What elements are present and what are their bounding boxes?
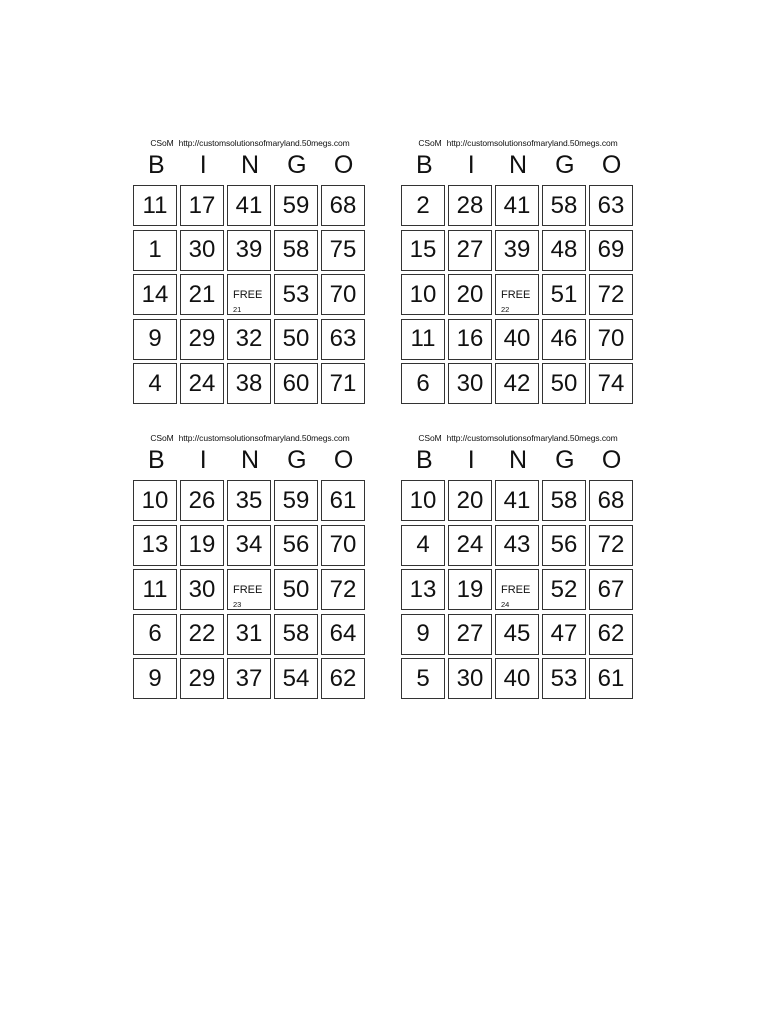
number-cell: 45	[495, 614, 539, 655]
number-cell: 69	[589, 230, 633, 271]
number-cell: 30	[448, 363, 492, 404]
number-cell: 14	[133, 274, 177, 315]
bingo-grid	[133, 185, 367, 404]
bingo-letter: G	[555, 446, 575, 474]
number-cell: 10	[401, 274, 445, 315]
number-cell: 27	[448, 230, 492, 271]
bingo-card	[133, 433, 367, 699]
bingo-header	[401, 150, 635, 180]
number-cell: 2	[401, 185, 445, 226]
number-cell: 29	[180, 319, 224, 360]
bingo-letter: N	[240, 446, 260, 474]
free-label: FREE	[233, 584, 263, 596]
number-cell: 48	[542, 230, 586, 271]
card-number: 24	[501, 600, 510, 609]
number-cell: 42	[495, 363, 539, 404]
number-cell: 6	[133, 614, 177, 655]
number-cell: 29	[180, 658, 224, 699]
free-label: FREE	[501, 289, 531, 301]
number-cell: 58	[274, 230, 318, 271]
number-cell: 9	[133, 319, 177, 360]
number-cell: 50	[274, 569, 318, 610]
number-cell: 30	[448, 658, 492, 699]
number-cell: 71	[321, 363, 365, 404]
number-cell: 72	[321, 569, 365, 610]
number-cell: 46	[542, 319, 586, 360]
number-cell: 53	[542, 658, 586, 699]
bingo-letter: I	[199, 446, 207, 474]
number-cell: 24	[180, 363, 224, 404]
number-cell: 53	[274, 274, 318, 315]
number-cell: 40	[495, 658, 539, 699]
number-cell: 16	[448, 319, 492, 360]
bingo-letter: N	[508, 446, 528, 474]
number-cell: 72	[589, 274, 633, 315]
number-cell: 41	[495, 185, 539, 226]
free-space-cell	[495, 569, 539, 610]
number-cell: 24	[448, 525, 492, 566]
bingo-letter: I	[467, 446, 475, 474]
bingo-letter: N	[508, 151, 528, 179]
credit-url: http://customsolutionsofmaryland.50megs.com	[178, 138, 350, 148]
number-cell: 41	[227, 185, 271, 226]
free-space-cell	[227, 569, 271, 610]
credit-url: http://customsolutionsofmaryland.50megs.com	[446, 138, 618, 148]
bingo-letter: O	[333, 151, 354, 179]
number-cell: 20	[448, 274, 492, 315]
number-cell: 74	[589, 363, 633, 404]
number-cell: 10	[133, 480, 177, 521]
number-cell: 58	[542, 480, 586, 521]
number-cell: 64	[321, 614, 365, 655]
number-cell: 62	[321, 658, 365, 699]
number-cell: 63	[321, 319, 365, 360]
number-cell: 59	[274, 480, 318, 521]
number-cell: 67	[589, 569, 633, 610]
number-cell: 10	[401, 480, 445, 521]
number-cell: 35	[227, 480, 271, 521]
bingo-letter: G	[287, 446, 307, 474]
free-space-cell	[495, 274, 539, 315]
number-cell: 34	[227, 525, 271, 566]
bingo-letter: O	[601, 151, 622, 179]
number-cell: 75	[321, 230, 365, 271]
number-cell: 39	[495, 230, 539, 271]
credit-url: http://customsolutionsofmaryland.50megs.com	[178, 433, 350, 443]
credit-url: http://customsolutionsofmaryland.50megs.com	[446, 433, 618, 443]
bingo-letter: I	[467, 151, 475, 179]
number-cell: 9	[401, 614, 445, 655]
free-space-cell	[227, 274, 271, 315]
bingo-letter: I	[199, 151, 207, 179]
number-cell: 63	[589, 185, 633, 226]
number-cell: 70	[321, 274, 365, 315]
number-cell: 13	[401, 569, 445, 610]
bingo-grid	[133, 480, 367, 699]
number-cell: 47	[542, 614, 586, 655]
card-number: 21	[233, 305, 242, 314]
bingo-letter: B	[416, 151, 433, 179]
number-cell: 56	[274, 525, 318, 566]
number-cell: 11	[133, 569, 177, 610]
number-cell: 27	[448, 614, 492, 655]
number-cell: 6	[401, 363, 445, 404]
number-cell: 11	[401, 319, 445, 360]
number-cell: 70	[589, 319, 633, 360]
card-credit	[401, 433, 635, 445]
number-cell: 19	[180, 525, 224, 566]
number-cell: 68	[589, 480, 633, 521]
number-cell: 68	[321, 185, 365, 226]
number-cell: 31	[227, 614, 271, 655]
number-cell: 56	[542, 525, 586, 566]
bingo-letter: N	[240, 151, 260, 179]
credit-brand: CSoM	[418, 433, 442, 443]
number-cell: 37	[227, 658, 271, 699]
number-cell: 58	[274, 614, 318, 655]
card-credit	[133, 138, 367, 150]
number-cell: 72	[589, 525, 633, 566]
number-cell: 9	[133, 658, 177, 699]
number-cell: 22	[180, 614, 224, 655]
number-cell: 1	[133, 230, 177, 271]
number-cell: 30	[180, 569, 224, 610]
number-cell: 39	[227, 230, 271, 271]
bingo-letter: B	[416, 446, 433, 474]
bingo-header	[401, 445, 635, 475]
number-cell: 54	[274, 658, 318, 699]
bingo-header	[133, 150, 367, 180]
number-cell: 62	[589, 614, 633, 655]
bingo-header	[133, 445, 367, 475]
number-cell: 4	[133, 363, 177, 404]
bingo-letter: B	[148, 446, 165, 474]
credit-brand: CSoM	[150, 433, 174, 443]
bingo-card	[401, 138, 635, 404]
number-cell: 19	[448, 569, 492, 610]
number-cell: 21	[180, 274, 224, 315]
number-cell: 43	[495, 525, 539, 566]
number-cell: 17	[180, 185, 224, 226]
number-cell: 38	[227, 363, 271, 404]
card-credit	[133, 433, 367, 445]
number-cell: 26	[180, 480, 224, 521]
number-cell: 50	[542, 363, 586, 404]
number-cell: 52	[542, 569, 586, 610]
credit-brand: CSoM	[418, 138, 442, 148]
number-cell: 58	[542, 185, 586, 226]
bingo-letter: G	[287, 151, 307, 179]
bingo-letter: B	[148, 151, 165, 179]
card-number: 23	[233, 600, 242, 609]
number-cell: 13	[133, 525, 177, 566]
number-cell: 40	[495, 319, 539, 360]
number-cell: 51	[542, 274, 586, 315]
number-cell: 70	[321, 525, 365, 566]
bingo-card	[133, 138, 367, 404]
bingo-letter: O	[601, 446, 622, 474]
number-cell: 5	[401, 658, 445, 699]
free-label: FREE	[233, 289, 263, 301]
number-cell: 15	[401, 230, 445, 271]
number-cell: 50	[274, 319, 318, 360]
card-number: 22	[501, 305, 510, 314]
bingo-grid	[401, 185, 635, 404]
card-credit	[401, 138, 635, 150]
number-cell: 41	[495, 480, 539, 521]
bingo-card	[401, 433, 635, 699]
bingo-letter: G	[555, 151, 575, 179]
free-label: FREE	[501, 584, 531, 596]
number-cell: 30	[180, 230, 224, 271]
bingo-grid	[401, 480, 635, 699]
number-cell: 59	[274, 185, 318, 226]
number-cell: 60	[274, 363, 318, 404]
number-cell: 11	[133, 185, 177, 226]
number-cell: 28	[448, 185, 492, 226]
number-cell: 61	[589, 658, 633, 699]
number-cell: 61	[321, 480, 365, 521]
number-cell: 32	[227, 319, 271, 360]
bingo-letter: O	[333, 446, 354, 474]
number-cell: 4	[401, 525, 445, 566]
credit-brand: CSoM	[150, 138, 174, 148]
number-cell: 20	[448, 480, 492, 521]
